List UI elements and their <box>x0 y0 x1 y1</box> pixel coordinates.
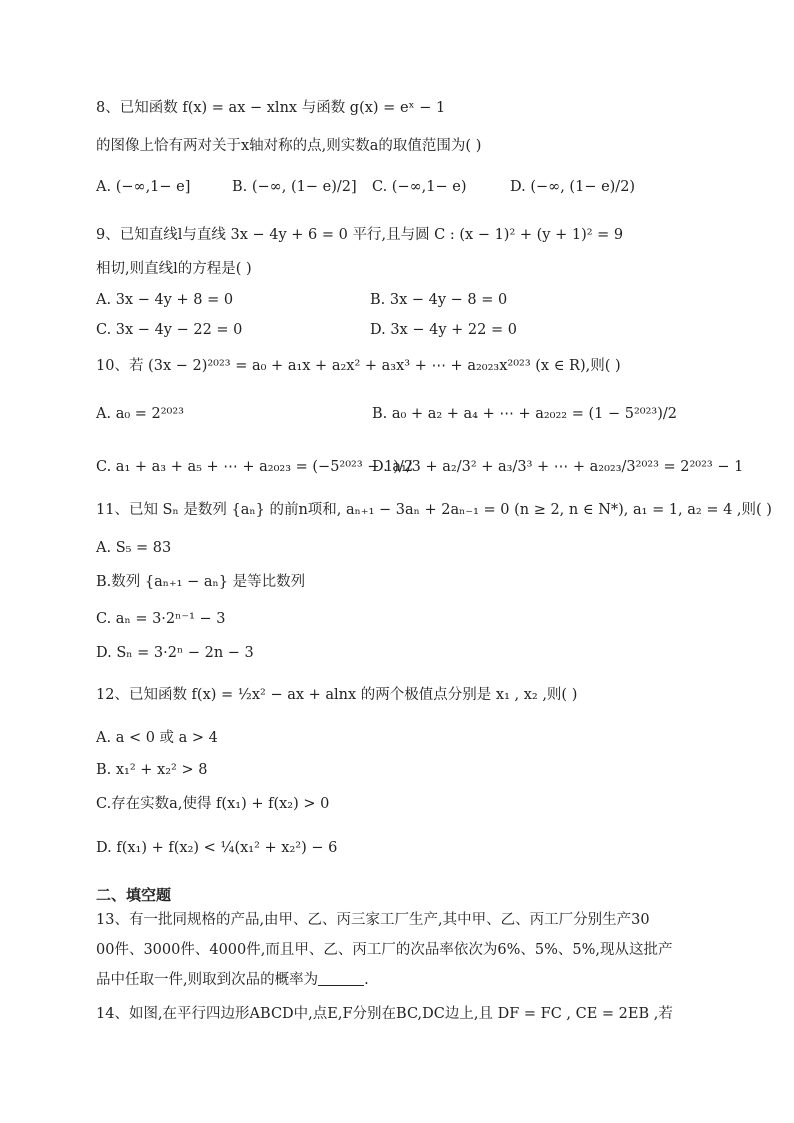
question-12-option-d: D. f(x₁) + f(x₂) < ¼(x₁² + x₂²) − 6 <box>96 840 338 856</box>
question-11-option-d: D. Sₙ = 3·2ⁿ − 2n − 3 <box>96 645 254 661</box>
question-8-option-c: C. (−∞,1− e) <box>372 179 467 195</box>
question-13-line-3-text: 品中任取一件,则取到次品的概率为 <box>96 972 319 988</box>
question-10-option-c: C. a₁ + a₃ + a₅ + ⋯ + a₂₀₂₃ = (−5²⁰²³ − 1)/2 <box>96 459 414 475</box>
section-heading: 二、填空题 <box>96 886 172 904</box>
question-9-option-c: C. 3x − 4y − 22 = 0 <box>96 322 243 338</box>
question-12-option-b: B. x₁² + x₂² > 8 <box>96 762 208 778</box>
question-10-option-a: A. a₀ = 2²⁰²³ <box>96 406 184 422</box>
question-8-stem: 8、已知函数 f(x) = ax − xlnx 与函数 g(x) = eˣ − 1 <box>96 100 446 116</box>
question-11-stem: 11、已知 Sₙ 是数列 {aₙ} 的前n项和, aₙ₊₁ − 3aₙ + 2aₙ₋₁ = 0 (n ≥ 2, n ∈ N*), a₁ = 1, a₂ = 4 ,则( ) <box>96 502 772 518</box>
answer-blank <box>318 971 364 986</box>
question-12-option-c: C.存在实数a,使得 f(x₁) + f(x₂) > 0 <box>96 796 330 812</box>
question-9-stem: 9、已知直线l与直线 3x − 4y + 6 = 0 平行,且与圆 C : (x − 1)² + (y + 1)² = 9 <box>96 227 624 243</box>
question-10-stem: 10、若 (3x − 2)²⁰²³ = a₀ + a₁x + a₂x² + a₃x³ + ⋯ + a₂₀₂₃x²⁰²³ (x ∈ R),则( ) <box>96 358 621 374</box>
question-14-line-1: 14、如图,在平行四边形ABCD中,点E,F分别在BC,DC边上,且 DF = FC , CE = 2EB ,若 <box>96 1006 673 1022</box>
question-9-option-d: D. 3x − 4y + 22 = 0 <box>370 322 517 338</box>
question-10-option-b: B. a₀ + a₂ + a₄ + ⋯ + a₂₀₂₂ = (1 − 5²⁰²³)/2 <box>372 406 677 422</box>
question-11-option-b: B.数列 {aₙ₊₁ − aₙ} 是等比数列 <box>96 574 306 590</box>
question-13-line-3 <box>96 970 369 990</box>
question-13-line-2: 00件、3000件、4000件,而且甲、乙、丙工厂的次品率依次为6%、5%、5%,现从这批产 <box>96 942 673 958</box>
question-11-option-a: A. S₅ = 83 <box>96 540 172 556</box>
question-13-line-3-end: . <box>364 972 369 988</box>
question-8-option-b: B. (−∞, (1− e)/2] <box>232 179 357 195</box>
question-13-line-1: 13、有一批同规格的产品,由甲、乙、丙三家工厂生产,其中甲、乙、丙工厂分别生产30 <box>96 912 650 928</box>
question-8-stem-cont: 的图像上恰有两对关于x轴对称的点,则实数a的取值范围为( ) <box>96 138 482 154</box>
question-11-option-c: C. aₙ = 3·2ⁿ⁻¹ − 3 <box>96 611 226 627</box>
question-8-option-d: D. (−∞, (1− e)/2) <box>510 179 636 195</box>
question-10-option-d: D. a₁/3 + a₂/3² + a₃/3³ + ⋯ + a₂₀₂₃/3²⁰²³ = 2²⁰²³ − 1 <box>372 459 744 475</box>
question-12-stem: 12、已知函数 f(x) = ½x² − ax + alnx 的两个极值点分别是 x₁ , x₂ ,则( ) <box>96 687 578 703</box>
question-9-option-a: A. 3x − 4y + 8 = 0 <box>96 292 234 308</box>
question-12-option-a: A. a < 0 或 a > 4 <box>96 730 218 746</box>
question-9-option-b: B. 3x − 4y − 8 = 0 <box>370 292 508 308</box>
question-8-option-a: A. (−∞,1− e] <box>96 179 191 195</box>
question-9-stem-cont: 相切,则直线l的方程是( ) <box>96 261 252 277</box>
